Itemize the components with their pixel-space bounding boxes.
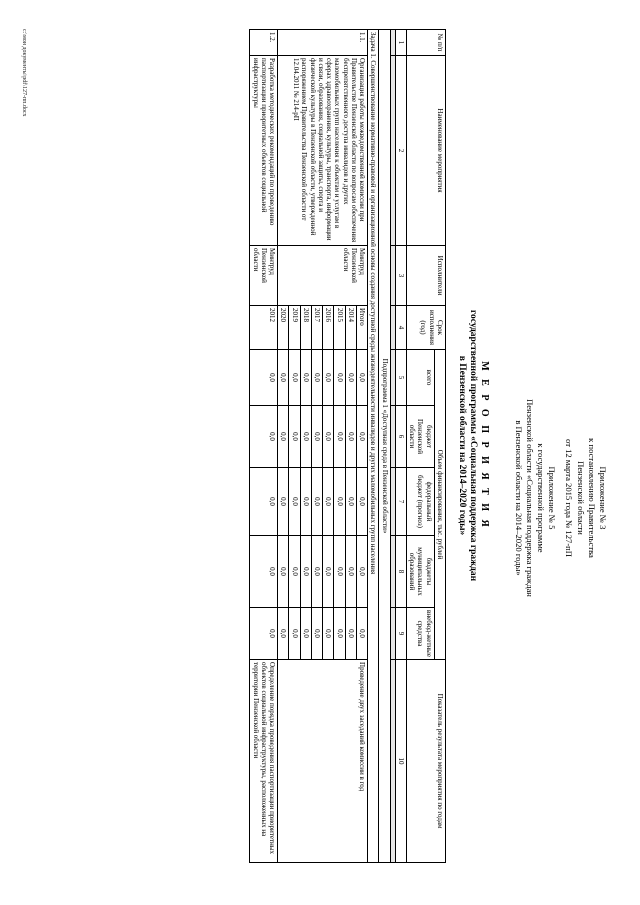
- appendix-3-label: Приложение № 3: [598, 466, 608, 530]
- column-number: 4: [395, 306, 406, 350]
- column-number: 6: [395, 406, 406, 468]
- subprogram-title: Подпрограмма 1 «Доступная среда в Пензенской области»: [379, 30, 390, 863]
- shaded-separator-row: [390, 30, 395, 863]
- value-cell: 0,0: [312, 350, 323, 406]
- value-cell: 0,0: [323, 608, 334, 660]
- title-line-3: в Пензенской области на 2014–2020 годы»: [457, 355, 467, 536]
- table-row: [250, 30, 278, 863]
- value-cell: 0,0: [250, 536, 278, 608]
- value-cell: 0,0: [289, 608, 300, 660]
- col-regional-header: бюджет Пензенской области: [407, 406, 435, 468]
- col-term-header: Срок исполнения (год): [407, 306, 446, 350]
- column-number: 7: [395, 468, 406, 536]
- measure-executor: Минтруд Пензенской области: [250, 246, 278, 306]
- value-cell: 0,0: [250, 468, 278, 536]
- column-number: 10: [395, 660, 406, 863]
- col-municipal-header: бюджеты муниципальных образований: [407, 536, 435, 608]
- value-cell: 0,0: [312, 468, 323, 536]
- col-name-header: Наименование мероприятия: [407, 56, 446, 246]
- col-offbudget-header: внебюд-жетные средства: [407, 608, 435, 660]
- value-cell: 0,0: [357, 536, 368, 608]
- year-cell: 2016: [323, 306, 334, 350]
- resolution-line-2: Пензенской области: [575, 461, 586, 535]
- measures-table: [250, 29, 447, 863]
- value-cell: 0,0: [300, 536, 311, 608]
- col-num-header: № п/п: [407, 30, 446, 56]
- year-cell: 2020: [278, 306, 289, 350]
- column-number-row: [395, 30, 406, 863]
- column-number: 8: [395, 536, 406, 608]
- value-cell: 0,0: [334, 536, 345, 608]
- value-cell: 0,0: [323, 350, 334, 406]
- col-total-header: всего: [407, 350, 435, 406]
- value-cell: 0,0: [323, 536, 334, 608]
- year-cell: Итого: [357, 306, 368, 350]
- value-cell: 0,0: [345, 608, 356, 660]
- program-line-2: Пензенской области «Социальная поддержка граждан: [524, 399, 535, 597]
- value-cell: 0,0: [250, 406, 278, 468]
- year-cell: 2012: [250, 306, 278, 350]
- value-cell: 0,0: [345, 350, 356, 406]
- file-path-footer: c:\мои документы\pdf\127-пп.docx: [21, 29, 28, 117]
- task-title: Задача 1. Совершенствование нормативно-правовой и организационной основы создания доступной среды жизнедеятельности инвалидов и других маломобильных групп населения: [368, 30, 379, 863]
- program-line-1: к государственной программе: [536, 443, 547, 553]
- value-cell: 0,0: [278, 536, 289, 608]
- appendix-header: [513, 348, 608, 648]
- measure-indicator: Проведение двух заседаний комиссии в год: [278, 660, 368, 863]
- year-cell: 2015: [334, 306, 345, 350]
- col-financing-header: Объем финансирования, тыс. рублей: [434, 350, 445, 660]
- value-cell: 0,0: [323, 468, 334, 536]
- col-indicator-header: Показатель результата мероприятия по годам: [407, 660, 446, 863]
- title-line-1: М Е Р О П Р И Я Т И Я: [479, 361, 490, 530]
- value-cell: 0,0: [312, 536, 323, 608]
- measure-executor: Минтруд Пензенской области: [278, 246, 368, 306]
- resolution-line-1: к постановлению Правительства: [586, 438, 597, 558]
- measure-name: Организация работы межведомственной комиссии при Правительстве Пензенской области по вопросам обеспечения беспрепятственного доступа инвалидов и других маломобильных групп населения к объектам и услугам в сферах здравоохранения, культуры, транспорта, информации и связи, образования, социальной защиты, спорта и физической культуры в Пензенской области, утвержденной распоряжением Правительства Пензенской области от 12.04.2011 № 214-рП: [278, 56, 368, 246]
- document-title: [456, 29, 490, 862]
- value-cell: 0,0: [312, 608, 323, 660]
- value-cell: 0,0: [300, 406, 311, 468]
- column-number: 5: [395, 350, 406, 406]
- value-cell: 0,0: [289, 350, 300, 406]
- measure-name: Разработка методических рекомендаций по проведению паспортизации приоритетных объектов социальной инфраструктуры: [250, 56, 278, 246]
- value-cell: 0,0: [278, 406, 289, 468]
- value-cell: 0,0: [323, 406, 334, 468]
- value-cell: 0,0: [312, 406, 323, 468]
- value-cell: 0,0: [278, 350, 289, 406]
- value-cell: 0,0: [357, 350, 368, 406]
- program-line-3: в Пензенской области на 2014–2020 годы»: [513, 420, 524, 576]
- value-cell: 0,0: [300, 350, 311, 406]
- value-cell: 0,0: [278, 608, 289, 660]
- value-cell: 0,0: [250, 350, 278, 406]
- task-row: [368, 30, 379, 863]
- year-cell: 2018: [300, 306, 311, 350]
- value-cell: 0,0: [357, 406, 368, 468]
- value-cell: 0,0: [357, 468, 368, 536]
- row-number: 1.1.: [278, 30, 368, 56]
- value-cell: 0,0: [334, 468, 345, 536]
- column-number: 1: [395, 30, 406, 56]
- year-cell: 2019: [289, 306, 300, 350]
- value-cell: 0,0: [278, 468, 289, 536]
- value-cell: 0,0: [334, 406, 345, 468]
- value-cell: 0,0: [300, 468, 311, 536]
- year-cell: 2017: [312, 306, 323, 350]
- value-cell: 0,0: [289, 406, 300, 468]
- value-cell: 0,0: [250, 608, 278, 660]
- measure-indicator: Определение порядка проведения паспортизации приоритетных объектов социальной инфраструктуры, расположенных на территории Пензенской области: [250, 660, 278, 863]
- value-cell: 0,0: [289, 536, 300, 608]
- appendix-5-label: Приложение № 5: [547, 466, 558, 530]
- col-federal-header: федеральный бюджет (прогноз): [407, 468, 435, 536]
- rotated-page-content: [18, 29, 612, 862]
- column-number: 3: [395, 246, 406, 306]
- col-executors-header: Исполнители: [407, 246, 446, 306]
- year-cell: 2014: [345, 306, 356, 350]
- value-cell: 0,0: [345, 406, 356, 468]
- column-number: 2: [395, 56, 406, 246]
- value-cell: 0,0: [334, 608, 345, 660]
- table-row: [357, 30, 368, 863]
- value-cell: 0,0: [334, 350, 345, 406]
- resolution-line-3: от 12 марта 2015 года № 127-пП: [564, 439, 575, 557]
- header-row-1: [434, 30, 445, 863]
- value-cell: 0,0: [357, 608, 368, 660]
- value-cell: 0,0: [345, 468, 356, 536]
- column-number: 9: [395, 608, 406, 660]
- title-line-2: государственной программы «Социальная поддержка граждан: [468, 309, 479, 582]
- subprogram-row: [379, 30, 390, 863]
- value-cell: 0,0: [300, 608, 311, 660]
- value-cell: 0,0: [289, 468, 300, 536]
- value-cell: 0,0: [345, 536, 356, 608]
- row-number: 1.2.: [250, 30, 278, 56]
